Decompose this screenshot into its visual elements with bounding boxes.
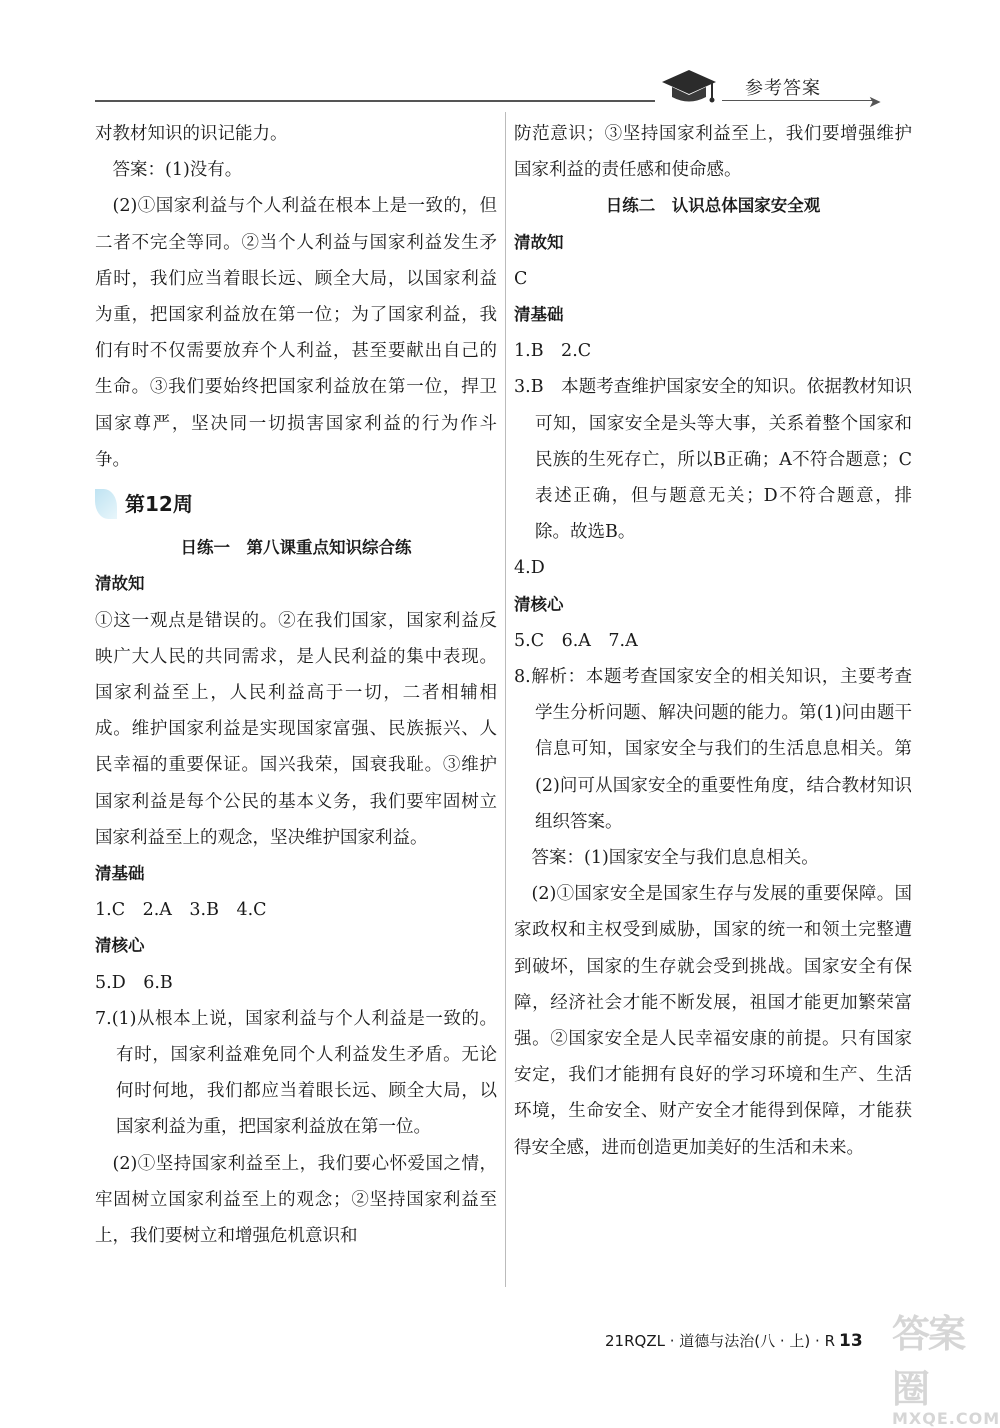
leaf-icon (95, 489, 117, 519)
question-8-analysis: 8.解析：本题考查国家安全的相关知识，主要考查学生分析问题、解决问题的能力。第(1)问由题干信息可知，国家安全与我们的生活息息相关。第(2)问可从国家安全的重要性角度，结合教材知识组织答案。 (514, 667, 912, 832)
right-column (514, 116, 912, 1166)
header-rule-right (722, 100, 872, 101)
heading-qinggu: 清故知 (95, 574, 145, 594)
question-7-part1: 7.(1)从根本上说，国家利益与个人利益是一致的。有时，国家利益难免同个人利益发生矛盾。无论何时何地，我们都应当着眼长远、顾全大局，以国家利益为重，把国家利益放在第一位。 (95, 1008, 497, 1138)
watermark-logo (892, 1303, 1000, 1428)
continued-text: 防范意识；③坚持国家利益至上，我们要增强维护国家利益的责任感和使命感。 (514, 124, 912, 181)
qingjichu-question-3: 3.B 本题考查维护国家安全的知识。依据教材知识可知，国家安全是头等大事，关系着整个国家和民族的生死存亡，所以B正确；A不符合题意；C表述正确，但与题意无关；D不符合题意，排除。故选B。 (514, 377, 912, 543)
week-title: 第12周 (125, 492, 193, 517)
qinggu-answer-2: C (514, 268, 528, 289)
page-footer (605, 1330, 863, 1351)
qinghexin-answers: 5.D 6.B (95, 972, 173, 993)
heading-qinggu-2: 清故知 (514, 232, 564, 252)
heading-qinghexin: 清核心 (95, 936, 145, 956)
page-number: 13 (839, 1331, 863, 1351)
answer-paragraph: (2)①国家利益与个人利益在根本上是一致的，但二者不完全等同。②当个人利益与国家利益发生矛盾时，我们应当着眼长远、顾全大局，以国家利益为重，把国家利益放在第一位；为了国家利益，我们有时不仅需要放弃个人利益，甚至要献出自己的生命。③我们要始终把国家利益放在第一位，捍卫国家尊严，坚决同一切损害国家利益的行为作斗争。 (95, 196, 497, 470)
question-7-part2: (2)①坚持国家利益至上，我们要心怀爱国之情，牢固树立国家利益至上的观念；②坚持国家利益至上，我们要树立和增强危机意识和 (95, 1153, 497, 1247)
qingjichu-line1: 1.B 2.C (514, 341, 592, 362)
question-8-answer2: (2)①国家安全是国家生存与发展的重要保障。国家政权和主权受到威胁，国家的统一和领土完整遭到破坏，国家的生存就会受到挑战。国家安全有保障，经济社会才能不断发展，祖国才能更加繁荣富强。②国家安全是人民幸福安康的前提。只有国家安定，我们才能拥有良好的学习环境和生产、生活环境，生命安全、财产安全才能得到保障，才能获得安全感，进而创造更加美好的生活和未来。 (514, 884, 912, 1158)
footer-book-code: 21RQZL · 道德与法治(八 · 上) · R (605, 1332, 835, 1350)
intro-text: 对教材知识的识记能力。 (95, 124, 288, 144)
week-heading (95, 486, 497, 522)
section-title: 日练一 第八课重点知识综合练 (180, 538, 412, 558)
heading-qingjichu-2: 清基础 (514, 305, 564, 325)
section-title-2: 日练二 认识总体国家安全观 (605, 196, 821, 216)
column-divider (505, 112, 506, 1287)
left-column (95, 116, 497, 1254)
watermark-url: MXQE.COM (892, 1409, 1000, 1428)
arrow-right-icon: ➤ (868, 92, 882, 111)
heading-qinghexin-2: 清核心 (514, 594, 564, 614)
qingjichu-answers: 1.C 2.A 3.B 4.C (95, 900, 267, 921)
heading-qingjichu: 清基础 (95, 864, 145, 884)
qinggu-text: ①这一观点是错误的。②在我们国家，国家利益反映广大人民的共同需求，是人民利益的集中表现。国家利益至上，人民利益高于一切，二者相辅相成。维护国家利益是实现国家富强、民族振兴、人民幸福的重要保证。国兴我荣，国衰我耻。③维护国家利益是每个公民的基本义务，我们要牢固树立国家利益至上的观念，坚决维护国家利益。 (95, 610, 497, 848)
answer-line: 答案：(1)没有。 (112, 160, 243, 181)
watermark-main-text: 答案圈 (892, 1312, 965, 1411)
header-rule (95, 100, 655, 102)
page-header-title: 参考答案 (745, 78, 821, 99)
graduation-cap-logo-icon (658, 66, 720, 110)
question-8-answer1: 答案：(1)国家安全与我们息息相关。 (531, 848, 819, 869)
qinghexin-line1: 5.C 6.A 7.A (514, 630, 638, 651)
qingjichu-line3: 4.D (514, 558, 545, 579)
